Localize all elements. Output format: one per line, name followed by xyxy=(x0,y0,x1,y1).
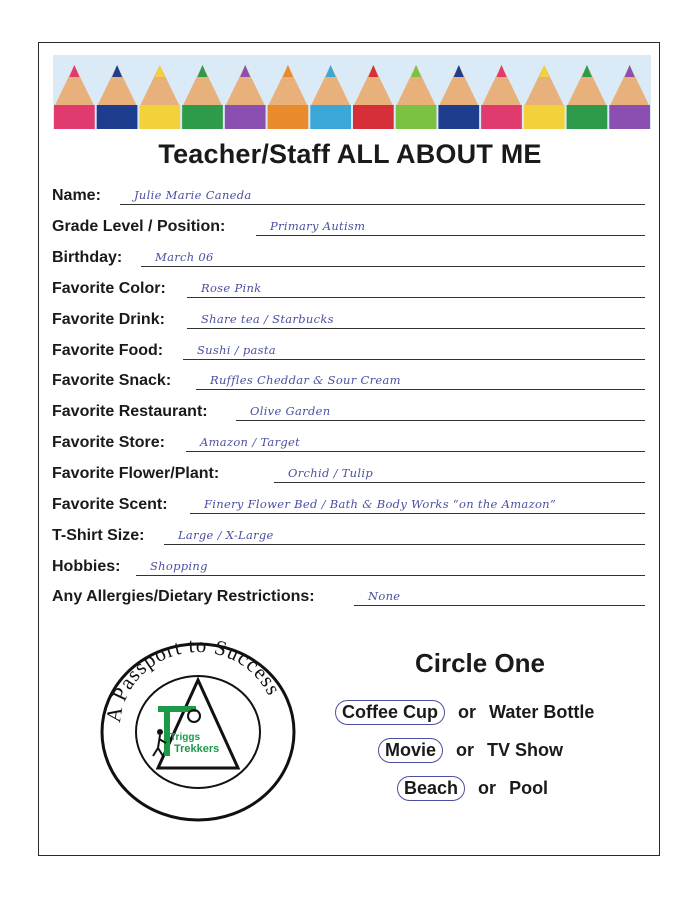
field-underline xyxy=(186,451,645,452)
field-label: Favorite Scent: xyxy=(52,496,168,513)
option-water-bottle[interactable]: Water Bottle xyxy=(489,702,595,722)
field-value[interactable]: Primary Autism xyxy=(270,219,366,233)
circle-one-title: Circle One xyxy=(414,648,546,678)
field-label: Grade Level / Position: xyxy=(52,218,226,235)
field-underline xyxy=(190,513,645,514)
option-row-3 xyxy=(404,776,548,801)
field-label: Favorite Food: xyxy=(52,342,164,359)
passport-seal-icon xyxy=(98,640,298,825)
field-value[interactable]: Rose Pink xyxy=(201,281,262,295)
field-value[interactable]: Julie Marie Caneda xyxy=(134,188,252,202)
field-underline xyxy=(164,544,645,545)
field-value[interactable]: Shopping xyxy=(150,559,208,573)
field-underline xyxy=(354,605,645,606)
logo-name-bottom: Trekkers xyxy=(174,743,220,755)
field-underline xyxy=(136,575,645,576)
option-row-1 xyxy=(342,700,594,725)
field-value[interactable]: Orchid / Tulip xyxy=(288,466,373,480)
logo-ring-text: A Passport to Success xyxy=(101,640,287,724)
logo-name-top: Triggs xyxy=(170,732,201,743)
option-or: or xyxy=(456,740,475,760)
field-underline xyxy=(256,235,645,236)
option-or: or xyxy=(478,778,497,798)
option-movie[interactable]: Movie xyxy=(378,738,443,763)
field-value[interactable]: Olive Garden xyxy=(250,404,331,418)
field-underline xyxy=(236,420,645,421)
option-coffee-cup[interactable]: Coffee Cup xyxy=(335,700,445,725)
option-tv-show[interactable]: TV Show xyxy=(487,740,564,760)
field-label: T-Shirt Size: xyxy=(52,527,145,544)
field-label: Any Allergies/Dietary Restrictions: xyxy=(52,588,315,605)
field-value[interactable]: Amazon / Target xyxy=(200,435,301,449)
pencils-icon xyxy=(53,55,651,129)
field-underline xyxy=(274,482,645,483)
field-label: Favorite Color: xyxy=(52,280,166,297)
field-value[interactable]: Share tea / Starbucks xyxy=(201,312,334,326)
field-underline xyxy=(141,266,645,267)
passport-logo xyxy=(98,640,298,825)
option-or: or xyxy=(458,702,477,722)
option-beach[interactable]: Beach xyxy=(397,776,465,801)
field-label: Favorite Drink: xyxy=(52,311,165,328)
field-label: Birthday: xyxy=(52,249,123,266)
field-value[interactable]: Sushi / pasta xyxy=(197,343,276,357)
option-row-2 xyxy=(385,738,563,763)
field-underline xyxy=(187,297,645,298)
option-pool[interactable]: Pool xyxy=(509,778,549,798)
field-label: Favorite Restaurant: xyxy=(52,403,208,420)
field-value[interactable]: Large / X-Large xyxy=(178,528,274,542)
pencil-banner xyxy=(53,55,651,129)
field-label: Favorite Snack: xyxy=(52,372,172,389)
field-value[interactable]: March 06 xyxy=(155,250,214,264)
field-label: Name: xyxy=(52,187,101,204)
field-underline xyxy=(120,204,645,205)
field-label: Favorite Flower/Plant: xyxy=(52,465,220,482)
field-value[interactable]: Ruffles Cheddar & Sour Cream xyxy=(210,373,401,387)
field-label: Hobbies: xyxy=(52,558,121,575)
field-underline xyxy=(183,359,645,360)
field-underline xyxy=(196,389,645,390)
field-value[interactable]: None xyxy=(368,589,401,603)
field-value[interactable]: Finery Flower Bed / Bath & Body Works “on the Amazon” xyxy=(204,497,557,511)
field-label: Favorite Store: xyxy=(52,434,165,451)
field-underline xyxy=(187,328,645,329)
page-title: Teacher/Staff ALL ABOUT ME xyxy=(158,139,542,169)
